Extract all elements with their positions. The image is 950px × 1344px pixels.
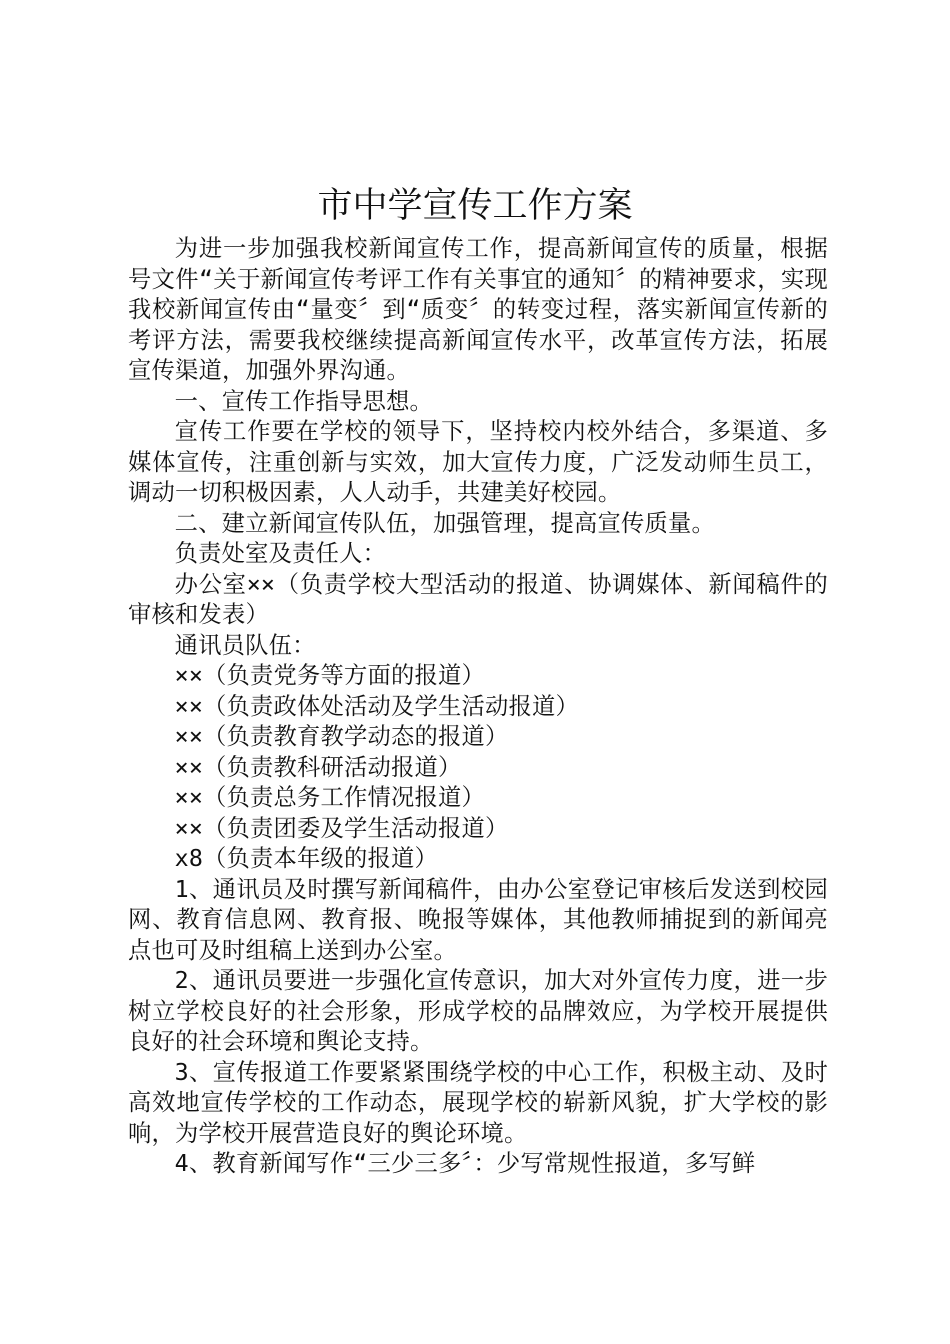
correspondent-item: x8（负责本年级的报道） [174, 845, 439, 872]
document-body [128, 234, 828, 1180]
section-heading-guiding-thought: 一、宣传工作指导思想。 [174, 387, 434, 415]
rule-paragraph-3: 3、宣传报道工作要紧紧围绕学校的中心工作，积极主动、及时高效地宣传学校的工作动态，展现学校的崭新风貌，扩大学校的影响，为学校开展营造良好的舆论环境。 [128, 1058, 828, 1147]
correspondent-item: ××（负责党务等方面的报道） [174, 662, 486, 689]
rule-paragraph-4: 4、教育新闻写作“三少三多〞：少写常规性报道，多写鲜 [174, 1150, 756, 1177]
office-responsibility: 办公室××（负责学校大型活动的报道、协调媒体、新闻稿件的审核和发表） [128, 570, 828, 628]
intro-paragraph: 为进一步加强我校新闻宣传工作，提高新闻宣传的质量，根据号文件“关于新闻宣传考评工作有关事宜的通知〞的精神要求，实现我校新闻宣传由“量变〞到“质变〞的转变过程，落实新闻宣传新的考评方法，需要我校继续提高新闻宣传水平，改革宣传方法，拓展宣传渠道，加强外界沟通。 [128, 235, 828, 384]
rule-paragraph-1: 1、通讯员及时撰写新闻稿件，由办公室登记审核后发送到校园网、教育信息网、教育报、晚报等媒体，其他教师捕捉到的新闻亮点也可及时组稿上送到办公室。 [128, 875, 828, 964]
correspondent-item: ××（负责政体处活动及学生活动报道） [174, 692, 579, 720]
correspondent-item: ××（负责团委及学生活动报道） [174, 814, 509, 842]
document-title: 市中学宣传工作方案 [317, 186, 633, 226]
guiding-thought-paragraph: 宣传工作要在学校的领导下，坚持校内校外结合，多渠道、多媒体宣传，注重创新与实效，加大宣传力度，广泛发动师生员工，调动一切积极因素，人人动手，共建美好校园。 [128, 418, 828, 506]
correspondent-item: ××（负责总务工作情况报道） [174, 784, 486, 811]
rule-paragraph-2: 2、通讯员要进一步强化宣传意识，加大对外宣传力度，进一步树立学校良好的社会形象，形成学校的品牌效应，为学校开展提供良好的社会环境和舆论支持。 [128, 967, 828, 1055]
correspondent-item: ××（负责教科研活动报道） [174, 753, 462, 781]
correspondent-team-label: 通讯员队伍： [174, 631, 316, 659]
correspondent-item: ××（负责教育教学动态的报道） [174, 723, 509, 750]
section-heading-news-team: 二、建立新闻宣传队伍，加强管理，提高宣传质量。 [174, 509, 716, 537]
responsible-office-label: 负责处室及责任人： [174, 540, 387, 567]
